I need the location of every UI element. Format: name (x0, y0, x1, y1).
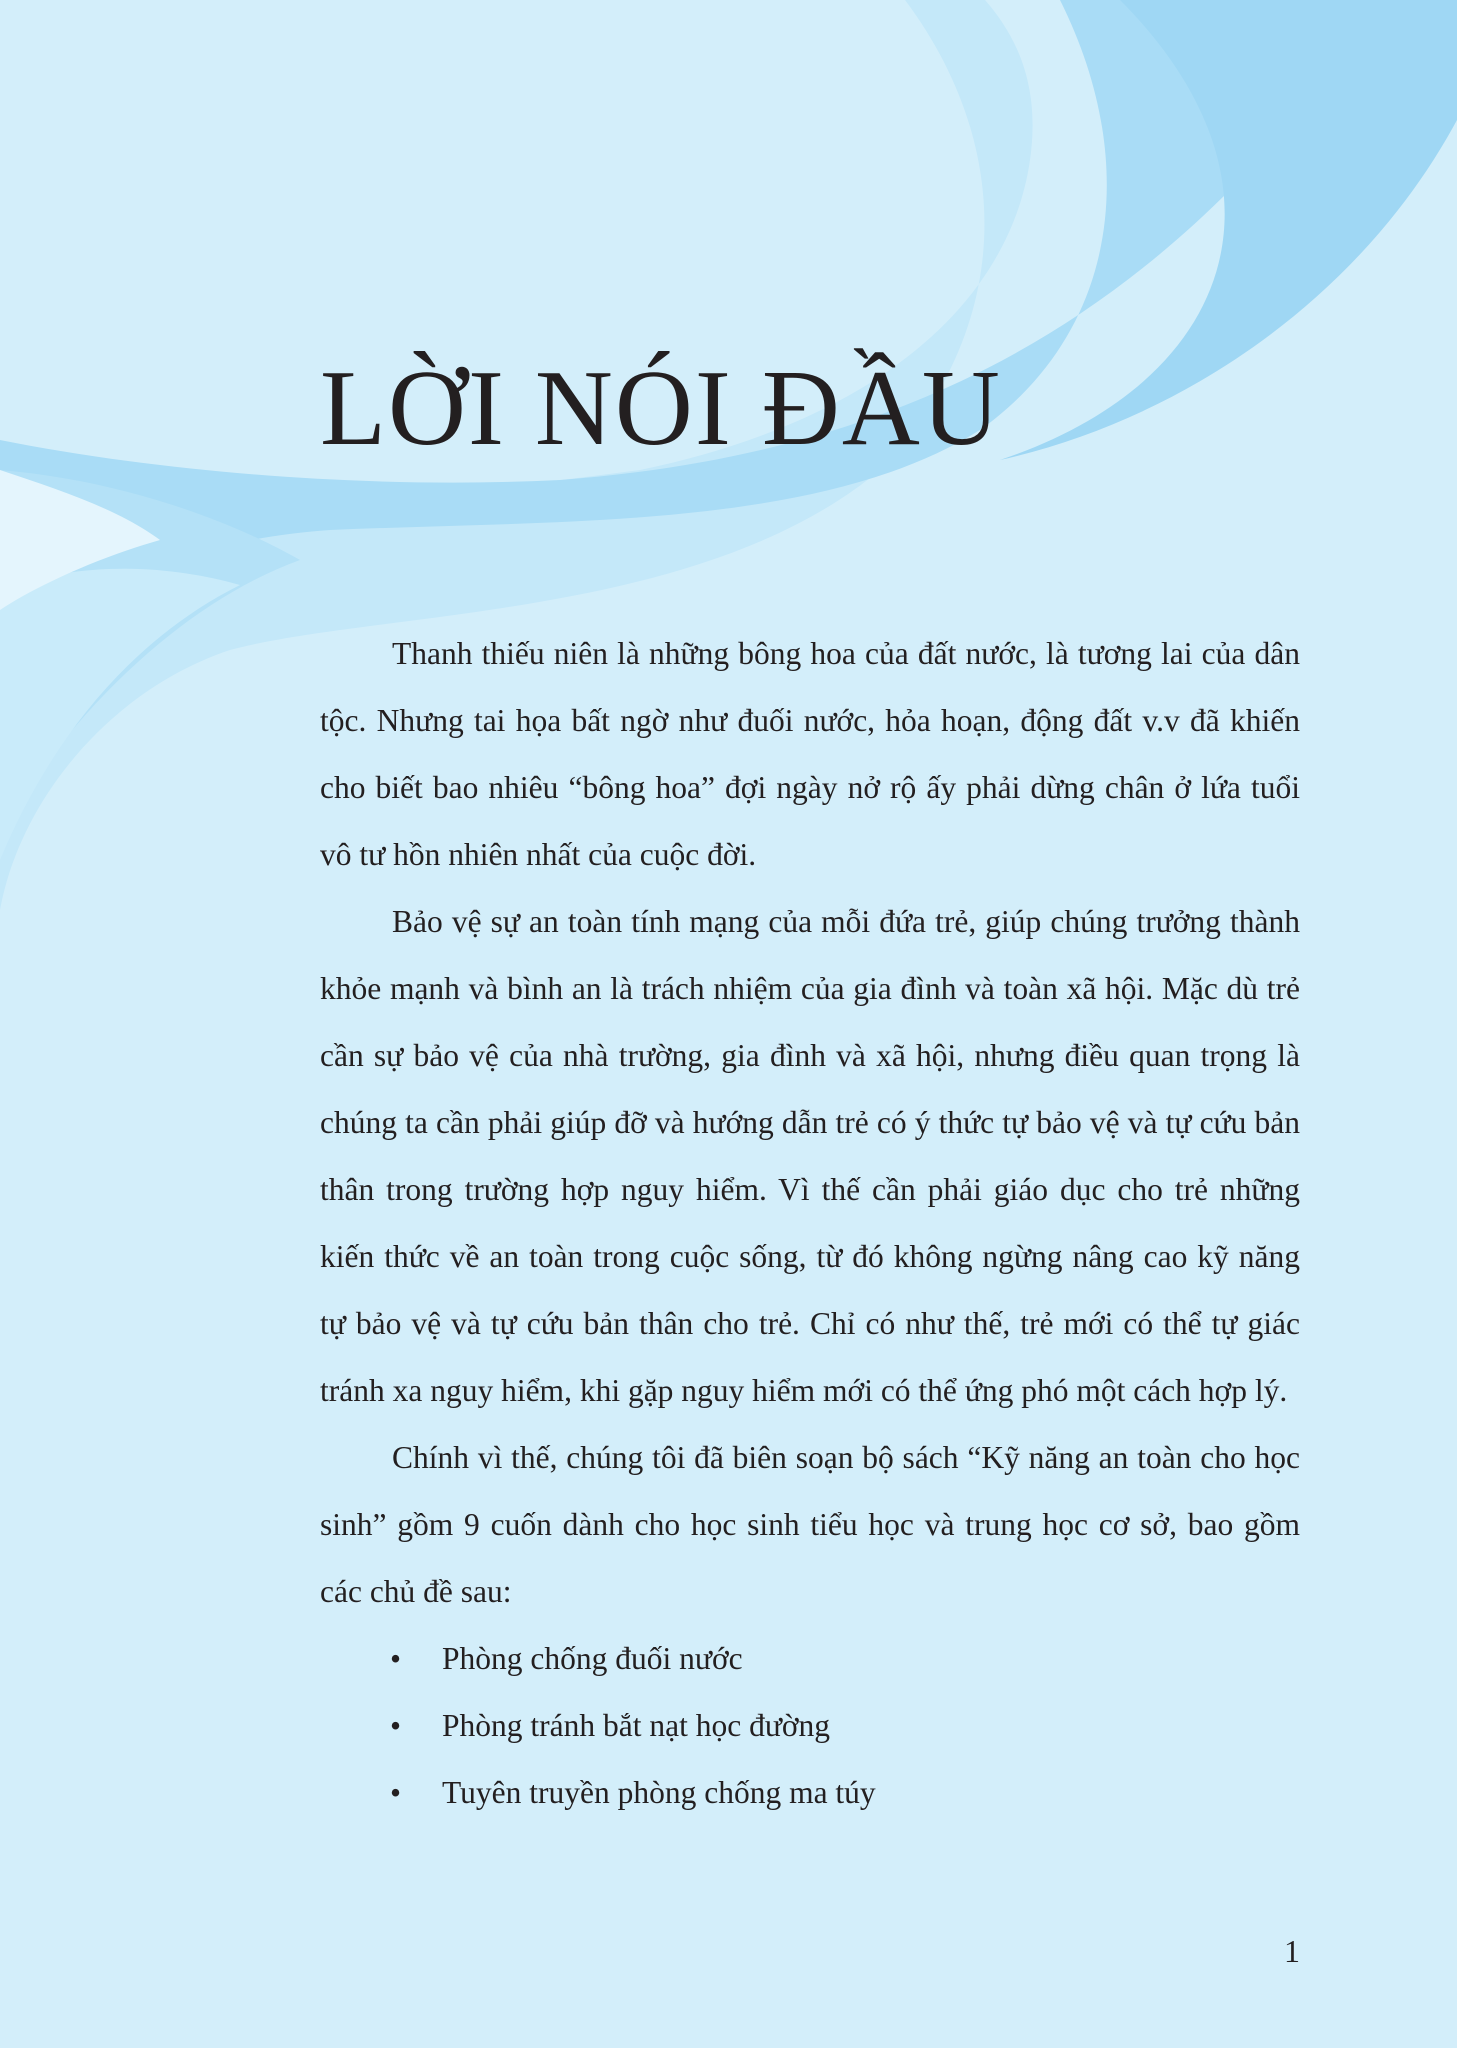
list-item (320, 1692, 1300, 1759)
list-item (320, 1759, 1300, 1826)
page-title: LỜI NÓI ĐẦU (320, 349, 1002, 468)
paragraph-book-series: Chính vì thế, chúng tôi đã biên soạn bộ sách “Kỹ năng an toàn cho học sinh” gồm 9 cuốn dành cho học sinh tiểu học và trung học cơ sở, bao gồm các chủ đề sau: (320, 1440, 1300, 1609)
topic-label: Tuyên truyền phòng chống ma túy (442, 1775, 876, 1810)
bullet-icon: • (390, 1641, 402, 1676)
preface-body (320, 620, 1300, 1826)
topic-label: Phòng chống đuối nước (442, 1641, 743, 1676)
paragraph-safety-responsibility: Bảo vệ sự an toàn tính mạng của mỗi đứa trẻ, giúp chúng trưởng thành khỏe mạnh và bình an là trách nhiệm của gia đình và toàn xã hội. Mặc dù trẻ cần sự bảo vệ của nhà trường, gia đình và xã hội, nhưng điều quan trọng là chúng ta cần phải giúp đỡ và hướng dẫn trẻ có ý thức tự bảo vệ và tự cứu bản thân trong trường hợp nguy hiểm. Vì thế cần phải giáo dục cho trẻ những kiến thức về an toàn trong cuộc sống, từ đó không ngừng nâng cao kỹ năng tự bảo vệ và tự cứu bản thân cho trẻ. Chỉ có như thế, trẻ mới có thể tự giác tránh xa nguy hiểm, khi gặp nguy hiểm mới có thể ứng phó một cách hợp lý. (320, 904, 1300, 1408)
bullet-icon: • (390, 1775, 402, 1810)
topic-list (320, 1625, 1300, 1826)
bullet-icon: • (390, 1708, 402, 1743)
list-item (320, 1625, 1300, 1692)
page-number: 1 (1284, 1933, 1300, 1969)
topic-label: Phòng tránh bắt nạt học đường (442, 1708, 831, 1743)
paragraph-intro: Thanh thiếu niên là những bông hoa của đất nước, là tương lai của dân tộc. Nhưng tai họa bất ngờ như đuối nước, hỏa hoạn, động đất v.v đã khiến cho biết bao nhiêu “bông hoa” đợi ngày nở rộ ấy phải dừng chân ở lứa tuổi vô tư hồn nhiên nhất của cuộc đời. (320, 636, 1300, 872)
